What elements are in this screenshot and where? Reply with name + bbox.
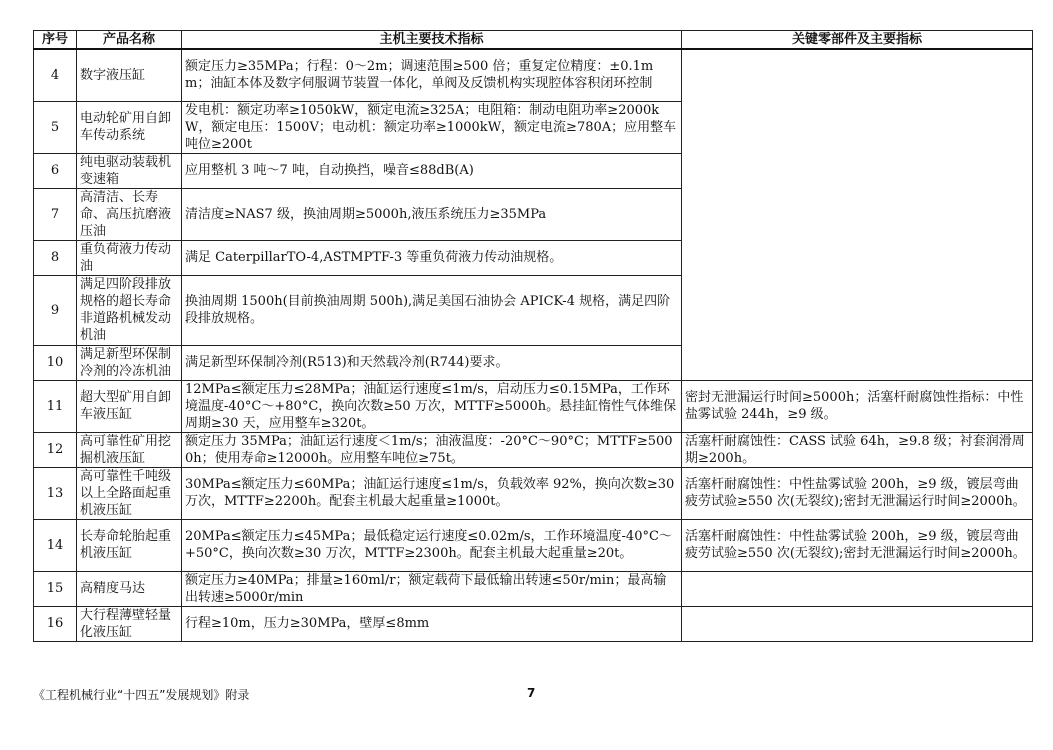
row-product-name: 高清洁、长寿命、高压抗磨液压油 xyxy=(77,188,182,240)
page-number: 7 xyxy=(527,686,536,700)
row-product-name: 满足新型环保制冷剂的冷冻机油 xyxy=(77,345,182,380)
row-key-components xyxy=(682,571,1033,606)
row-key-components: 活塞杆耐腐蚀性：中性盐雾试验 200h，≥9 级，镀层弯曲疲劳试验≥550 次(无裂纹);密封无泄漏运行时间≥2000h。 xyxy=(682,519,1033,571)
table-row xyxy=(34,432,1033,467)
row-no: 12 xyxy=(34,432,77,467)
row-main-specs: 清洁度≥NAS7 级，换油周期≥5000h,液压系统压力≥35MPa xyxy=(182,188,682,240)
row-product-name: 大行程薄壁轻量化液压缸 xyxy=(77,606,182,641)
row-product-name: 高可靠性千吨级以上全路面起重机液压缸 xyxy=(77,467,182,519)
row-key-components xyxy=(682,606,1033,641)
row-no: 16 xyxy=(34,606,77,641)
row-no: 10 xyxy=(34,345,77,380)
row-product-name: 纯电驱动装载机变速箱 xyxy=(77,153,182,188)
row-no: 15 xyxy=(34,571,77,606)
table-header-row xyxy=(34,31,1033,50)
table-row xyxy=(34,519,1033,571)
table-row xyxy=(34,571,1033,606)
row-no: 7 xyxy=(34,188,77,240)
table-row xyxy=(34,467,1033,519)
table-row xyxy=(34,606,1033,641)
row-product-name: 数字液压缸 xyxy=(77,49,182,101)
row-main-specs: 发电机：额定功率≥1050kW，额定电流≥325A；电阻箱：制动电阻功率≥2000kW，额定电压：1500V；电动机：额定功率≥1000kW，额定电流≥780A；应用整车吨位≥200t xyxy=(182,101,682,153)
table-row xyxy=(34,380,1033,432)
row-no: 5 xyxy=(34,101,77,153)
document-source-footer: 《工程机械行业“十四五”发展规划》附录 xyxy=(33,688,250,702)
header-no: 序号 xyxy=(34,31,77,50)
row-no: 6 xyxy=(34,153,77,188)
row-no: 14 xyxy=(34,519,77,571)
row-main-specs: 应用整机 3 吨～7 吨，自动换挡，噪音≤88dB(A) xyxy=(182,153,682,188)
row-product-name: 高可靠性矿用挖掘机液压缸 xyxy=(77,432,182,467)
row-key-components xyxy=(682,49,1033,380)
table-row xyxy=(34,49,1033,101)
row-product-name: 超大型矿用自卸车液压缸 xyxy=(77,380,182,432)
row-main-specs: 行程≥10m，压力≥30MPa，壁厚≤8mm xyxy=(182,606,682,641)
row-main-specs: 满足 CaterpillarTO-4,ASTMPTF-3 等重负荷液力传动油规格。 xyxy=(182,240,682,275)
row-main-specs: 额定压力≥40MPa；排量≥160ml/r；额定载荷下最低输出转速≤50r/min；最高输出转速≥5000r/min xyxy=(182,571,682,606)
spec-table xyxy=(33,30,1033,642)
row-main-specs: 20MPa≤额定压力≤45MPa；最低稳定运行速度≤0.02m/s，工作环境温度-40°C～+50°C，换向次数≥30 万次，MTTF≥2300h。配套主机最大起重量≥20t。 xyxy=(182,519,682,571)
row-no: 9 xyxy=(34,275,77,345)
row-main-specs: 额定压力≥35MPa；行程：0～2m；调速范围≥500 倍；重复定位精度：±0.1mm；油缸本体及数字伺服调节装置一体化，单阀及反馈机构实现腔体容积闭环控制 xyxy=(182,49,682,101)
row-main-specs: 满足新型环保制冷剂(R513)和天然载冷剂(R744)要求。 xyxy=(182,345,682,380)
header-main-specs: 主机主要技术指标 xyxy=(182,31,682,50)
row-main-specs: 12MPa≤额定压力≤28MPa；油缸运行速度≤1m/s，启动压力≤0.15MPa，工作环境温度-40°C～+80°C，换向次数≥50 万次，MTTF≥5000h。悬挂缸惰性气体维保周期≥30 天，应用整车≥320t。 xyxy=(182,380,682,432)
header-product-name: 产品名称 xyxy=(77,31,182,50)
row-no: 11 xyxy=(34,380,77,432)
row-no: 8 xyxy=(34,240,77,275)
header-key-components: 关键零部件及主要指标 xyxy=(682,31,1033,50)
row-key-components: 密封无泄漏运行时间≥5000h；活塞杆耐腐蚀性指标：中性盐雾试验 244h，≥9 级。 xyxy=(682,380,1033,432)
row-product-name: 满足四阶段排放规格的超长寿命非道路机械发动机油 xyxy=(77,275,182,345)
row-main-specs: 额定压力 35MPa；油缸运行速度＜1m/s；油液温度：-20°C～90°C；MTTF≥5000h；使用寿命≥12000h。应用整车吨位≥75t。 xyxy=(182,432,682,467)
row-product-name: 高精度马达 xyxy=(77,571,182,606)
row-product-name: 重负荷液力传动油 xyxy=(77,240,182,275)
row-main-specs: 换油周期 1500h(目前换油周期 500h),满足美国石油协会 APICK-4 规格，满足四阶段排放规格。 xyxy=(182,275,682,345)
row-key-components: 活塞杆耐腐蚀性：中性盐雾试验 200h，≥9 级，镀层弯曲疲劳试验≥550 次(无裂纹);密封无泄漏运行时间≥2000h。 xyxy=(682,467,1033,519)
row-no: 13 xyxy=(34,467,77,519)
row-main-specs: 30MPa≤额定压力≤60MPa；油缸运行速度≤1m/s，负载效率 92%，换向次数≥30 万次，MTTF≥2200h。配套主机最大起重量≥1000t。 xyxy=(182,467,682,519)
row-key-components: 活塞杆耐腐蚀性：CASS 试验 64h，≥9.8 级；衬套润滑周期≥200h。 xyxy=(682,432,1033,467)
row-product-name: 电动轮矿用自卸车传动系统 xyxy=(77,101,182,153)
row-no: 4 xyxy=(34,49,77,101)
row-product-name: 长寿命轮胎起重机液压缸 xyxy=(77,519,182,571)
